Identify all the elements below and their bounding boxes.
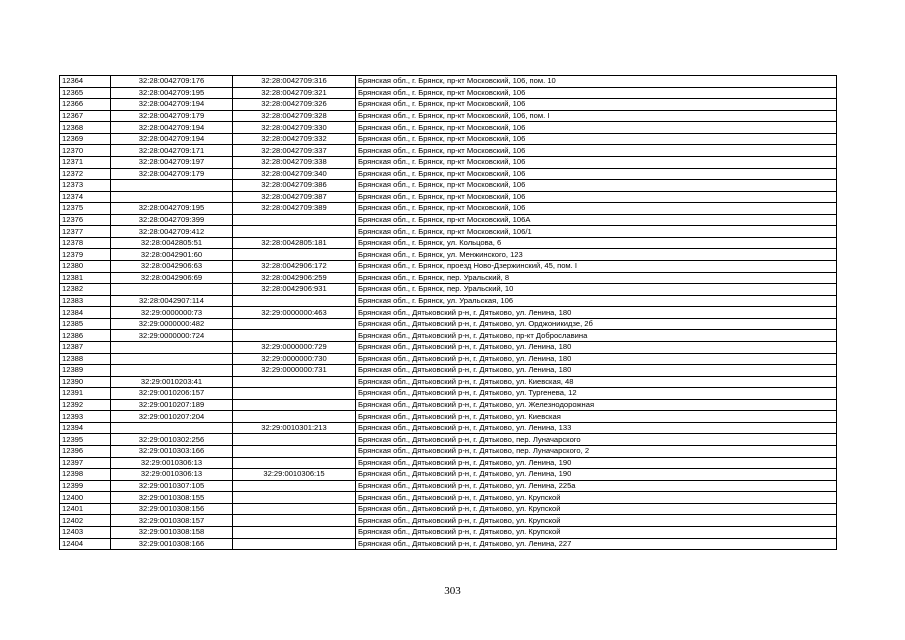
address-cell: Брянская обл., г. Брянск, пр-кт Московский, 106 xyxy=(356,122,837,134)
row-number-cell: 12394 xyxy=(60,422,111,434)
table-row xyxy=(60,99,837,111)
table-row xyxy=(60,237,837,249)
row-number-cell: 12404 xyxy=(60,538,111,550)
table-row xyxy=(60,145,837,157)
row-number-cell: 12366 xyxy=(60,99,111,111)
cadastral-number-cell xyxy=(111,341,233,353)
building-cadastral-number-cell: 32:29:0000000:730 xyxy=(233,353,356,365)
row-number-cell: 12387 xyxy=(60,341,111,353)
cadastral-number-cell: 32:29:0000000:482 xyxy=(111,318,233,330)
address-cell: Брянская обл., г. Брянск, пр-кт Московский, 106 xyxy=(356,156,837,168)
cadastral-number-cell: 32:29:0000000:73 xyxy=(111,307,233,319)
building-cadastral-number-cell: 32:28:0042906:931 xyxy=(233,284,356,296)
building-cadastral-number-cell xyxy=(233,480,356,492)
address-cell: Брянская обл., г. Брянск, пр-кт Московский, 106А xyxy=(356,214,837,226)
address-cell: Брянская обл., Дятьковский р-н, г. Дятьково, ул. Ленина, 190 xyxy=(356,457,837,469)
cadastral-number-cell: 32:28:0042709:412 xyxy=(111,226,233,238)
building-cadastral-number-cell xyxy=(233,318,356,330)
table-row xyxy=(60,156,837,168)
row-number-cell: 12395 xyxy=(60,434,111,446)
cadastral-number-cell: 32:28:0042906:63 xyxy=(111,261,233,273)
cadastral-number-cell: 32:29:0010308:155 xyxy=(111,492,233,504)
row-number-cell: 12385 xyxy=(60,318,111,330)
row-number-cell: 12369 xyxy=(60,133,111,145)
address-cell: Брянская обл., г. Брянск, ул. Уральская, 106 xyxy=(356,295,837,307)
table-row xyxy=(60,318,837,330)
address-cell: Брянская обл., Дятьковский р-н, г. Дятьково, пер. Луначарского xyxy=(356,434,837,446)
building-cadastral-number-cell: 32:28:0042709:330 xyxy=(233,122,356,134)
cadastral-number-cell xyxy=(111,180,233,192)
address-cell: Брянская обл., Дятьковский р-н, г. Дятьково, ул. Ленина, 180 xyxy=(356,341,837,353)
address-cell: Брянская обл., г. Брянск, проезд Ново-Дзержинский, 45, пом. I xyxy=(356,261,837,273)
building-cadastral-number-cell xyxy=(233,492,356,504)
table-row xyxy=(60,399,837,411)
cadastral-number-cell: 32:28:0042709:195 xyxy=(111,87,233,99)
building-cadastral-number-cell: 32:29:0000000:729 xyxy=(233,341,356,353)
cadastral-number-cell xyxy=(111,422,233,434)
row-number-cell: 12365 xyxy=(60,87,111,99)
building-cadastral-number-cell xyxy=(233,538,356,550)
address-cell: Брянская обл., г. Брянск, пр-кт Московский, 106 xyxy=(356,133,837,145)
building-cadastral-number-cell xyxy=(233,295,356,307)
row-number-cell: 12391 xyxy=(60,388,111,400)
building-cadastral-number-cell: 32:29:0010306:15 xyxy=(233,469,356,481)
row-number-cell: 12372 xyxy=(60,168,111,180)
cadastral-number-cell: 32:28:0042901:60 xyxy=(111,249,233,261)
building-cadastral-number-cell xyxy=(233,503,356,515)
table-row xyxy=(60,214,837,226)
cadastral-number-cell: 32:29:0010306:13 xyxy=(111,469,233,481)
address-cell: Брянская обл., Дятьковский р-н, г. Дятьково, ул. Ленина, 180 xyxy=(356,353,837,365)
address-cell: Брянская обл., Дятьковский р-н, г. Дятьково, ул. Крупской xyxy=(356,492,837,504)
address-cell: Брянская обл., Дятьковский р-н, г. Дятьково, ул. Крупской xyxy=(356,503,837,515)
building-cadastral-number-cell: 32:28:0042906:172 xyxy=(233,261,356,273)
cadastral-number-cell: 32:28:0042709:171 xyxy=(111,145,233,157)
cadastral-number-cell: 32:28:0042805:51 xyxy=(111,237,233,249)
address-cell: Брянская обл., Дятьковский р-н, г. Дятьково, ул. Киевская, 48 xyxy=(356,376,837,388)
address-cell: Брянская обл., г. Брянск, пр-кт Московский, 106 xyxy=(356,99,837,111)
cadastral-number-cell: 32:28:0042709:176 xyxy=(111,76,233,88)
address-cell: Брянская обл., Дятьковский р-н, г. Дятьково, ул. Тургенева, 12 xyxy=(356,388,837,400)
row-number-cell: 12370 xyxy=(60,145,111,157)
cadastral-number-cell: 32:29:0010207:204 xyxy=(111,411,233,423)
table-row xyxy=(60,122,837,134)
building-cadastral-number-cell xyxy=(233,434,356,446)
table-row xyxy=(60,133,837,145)
cadastral-number-cell: 32:29:0000000:724 xyxy=(111,330,233,342)
address-cell: Брянская обл., Дятьковский р-н, г. Дятьково, пер. Луначарского, 2 xyxy=(356,446,837,458)
row-number-cell: 12383 xyxy=(60,295,111,307)
address-cell: Брянская обл., Дятьковский р-н, г. Дятьково, ул. Ленина, 133 xyxy=(356,422,837,434)
table-row xyxy=(60,226,837,238)
row-number-cell: 12373 xyxy=(60,180,111,192)
table-row xyxy=(60,388,837,400)
building-cadastral-number-cell xyxy=(233,214,356,226)
row-number-cell: 12377 xyxy=(60,226,111,238)
building-cadastral-number-cell xyxy=(233,226,356,238)
building-cadastral-number-cell xyxy=(233,457,356,469)
registry-table xyxy=(59,75,837,550)
address-cell: Брянская обл., Дятьковский р-н, г. Дятьково, ул. Ленина, 227 xyxy=(356,538,837,550)
row-number-cell: 12388 xyxy=(60,353,111,365)
building-cadastral-number-cell: 32:28:0042805:181 xyxy=(233,237,356,249)
cadastral-number-cell: 32:28:0042709:179 xyxy=(111,110,233,122)
row-number-cell: 12396 xyxy=(60,446,111,458)
building-cadastral-number-cell xyxy=(233,330,356,342)
table-row xyxy=(60,480,837,492)
table-row xyxy=(60,538,837,550)
table-row xyxy=(60,284,837,296)
row-number-cell: 12400 xyxy=(60,492,111,504)
table-row xyxy=(60,180,837,192)
cadastral-number-cell: 32:29:0010308:166 xyxy=(111,538,233,550)
row-number-cell: 12367 xyxy=(60,110,111,122)
cadastral-number-cell: 32:29:0010302:256 xyxy=(111,434,233,446)
address-cell: Брянская обл., г. Брянск, пр-кт Московский, 106 xyxy=(356,203,837,215)
cadastral-number-cell: 32:28:0042709:197 xyxy=(111,156,233,168)
table-row xyxy=(60,76,837,88)
address-cell: Брянская обл., г. Брянск, пр-кт Московский, 106, пом. 10 xyxy=(356,76,837,88)
table-row xyxy=(60,434,837,446)
row-number-cell: 12389 xyxy=(60,365,111,377)
address-cell: Брянская обл., Дятьковский р-н, г. Дятьково, ул. Железнодорожная xyxy=(356,399,837,411)
page-number: 303 xyxy=(444,585,461,597)
cadastral-number-cell: 32:29:0010308:157 xyxy=(111,515,233,527)
address-cell: Брянская обл., г. Брянск, пр-кт Московский, 106, пом. I xyxy=(356,110,837,122)
cadastral-number-cell: 32:29:0010307:105 xyxy=(111,480,233,492)
address-cell: Брянская обл., Дятьковский р-н, г. Дятьково, ул. Киевская xyxy=(356,411,837,423)
row-number-cell: 12393 xyxy=(60,411,111,423)
address-cell: Брянская обл., Дятьковский р-н, г. Дятьково, ул. Крупской xyxy=(356,526,837,538)
building-cadastral-number-cell: 32:28:0042709:387 xyxy=(233,191,356,203)
building-cadastral-number-cell xyxy=(233,376,356,388)
table-row xyxy=(60,203,837,215)
table-row xyxy=(60,307,837,319)
address-cell: Брянская обл., г. Брянск, пр-кт Московский, 106 xyxy=(356,191,837,203)
building-cadastral-number-cell: 32:28:0042709:337 xyxy=(233,145,356,157)
table-row xyxy=(60,446,837,458)
address-cell: Брянская обл., Дятьковский р-н, г. Дятьково, ул. Орджоникидзе, 2б xyxy=(356,318,837,330)
building-cadastral-number-cell: 32:28:0042906:259 xyxy=(233,272,356,284)
table-row xyxy=(60,422,837,434)
address-cell: Брянская обл., г. Брянск, ул. Менжинского, 123 xyxy=(356,249,837,261)
row-number-cell: 12402 xyxy=(60,515,111,527)
table-row xyxy=(60,365,837,377)
row-number-cell: 12398 xyxy=(60,469,111,481)
building-cadastral-number-cell xyxy=(233,515,356,527)
building-cadastral-number-cell: 32:28:0042709:328 xyxy=(233,110,356,122)
cadastral-number-cell xyxy=(111,353,233,365)
address-cell: Брянская обл., Дятьковский р-н, г. Дятьково, ул. Ленина, 225а xyxy=(356,480,837,492)
table-row xyxy=(60,503,837,515)
building-cadastral-number-cell xyxy=(233,388,356,400)
row-number-cell: 12386 xyxy=(60,330,111,342)
row-number-cell: 12403 xyxy=(60,526,111,538)
row-number-cell: 12401 xyxy=(60,503,111,515)
cadastral-number-cell xyxy=(111,191,233,203)
cadastral-number-cell: 32:29:0010203:41 xyxy=(111,376,233,388)
registry-table-body xyxy=(60,76,837,550)
address-cell: Брянская обл., Дятьковский р-н, г. Дятьково, ул. Ленина, 190 xyxy=(356,469,837,481)
address-cell: Брянская обл., г. Брянск, пр-кт Московский, 106 xyxy=(356,180,837,192)
address-cell: Брянская обл., Дятьковский р-н, г. Дятьково, ул. Ленина, 180 xyxy=(356,365,837,377)
table-row xyxy=(60,376,837,388)
cadastral-number-cell: 32:28:0042709:399 xyxy=(111,214,233,226)
row-number-cell: 12390 xyxy=(60,376,111,388)
building-cadastral-number-cell: 32:28:0042709:340 xyxy=(233,168,356,180)
cadastral-number-cell: 32:28:0042709:194 xyxy=(111,133,233,145)
table-row xyxy=(60,261,837,273)
row-number-cell: 12384 xyxy=(60,307,111,319)
row-number-cell: 12364 xyxy=(60,76,111,88)
row-number-cell: 12380 xyxy=(60,261,111,273)
row-number-cell: 12371 xyxy=(60,156,111,168)
table-row xyxy=(60,457,837,469)
cadastral-number-cell: 32:29:0010308:156 xyxy=(111,503,233,515)
address-cell: Брянская обл., г. Брянск, ул. Кольцова, 6 xyxy=(356,237,837,249)
address-cell: Брянская обл., г. Брянск, пр-кт Московский, 106 xyxy=(356,145,837,157)
cadastral-number-cell xyxy=(111,365,233,377)
row-number-cell: 12376 xyxy=(60,214,111,226)
address-cell: Брянская обл., г. Брянск, пр-кт Московский, 106 xyxy=(356,168,837,180)
address-cell: Брянская обл., г. Брянск, пр-кт Московский, 106/1 xyxy=(356,226,837,238)
row-number-cell: 12397 xyxy=(60,457,111,469)
table-row xyxy=(60,295,837,307)
address-cell: Брянская обл., Дятьковский р-н, г. Дятьково, ул. Ленина, 180 xyxy=(356,307,837,319)
address-cell: Брянская обл., г. Брянск, пр-кт Московский, 106 xyxy=(356,87,837,99)
table-row xyxy=(60,249,837,261)
address-cell: Брянская обл., г. Брянск, пер. Уральский, 10 xyxy=(356,284,837,296)
row-number-cell: 12379 xyxy=(60,249,111,261)
table-row xyxy=(60,492,837,504)
table-row xyxy=(60,411,837,423)
building-cadastral-number-cell xyxy=(233,446,356,458)
table-row xyxy=(60,469,837,481)
table-row xyxy=(60,272,837,284)
cadastral-number-cell: 32:28:0042709:194 xyxy=(111,99,233,111)
building-cadastral-number-cell: 32:28:0042709:386 xyxy=(233,180,356,192)
row-number-cell: 12392 xyxy=(60,399,111,411)
building-cadastral-number-cell: 32:29:0000000:731 xyxy=(233,365,356,377)
row-number-cell: 12382 xyxy=(60,284,111,296)
building-cadastral-number-cell: 32:28:0042709:389 xyxy=(233,203,356,215)
table-row xyxy=(60,526,837,538)
table-row xyxy=(60,87,837,99)
table-row xyxy=(60,341,837,353)
cadastral-number-cell: 32:29:0010207:189 xyxy=(111,399,233,411)
building-cadastral-number-cell: 32:28:0042709:332 xyxy=(233,133,356,145)
table-row xyxy=(60,191,837,203)
building-cadastral-number-cell: 32:28:0042709:338 xyxy=(233,156,356,168)
table-row xyxy=(60,330,837,342)
cadastral-number-cell: 32:28:0042907:114 xyxy=(111,295,233,307)
cadastral-number-cell: 32:29:0010206:157 xyxy=(111,388,233,400)
building-cadastral-number-cell: 32:28:0042709:326 xyxy=(233,99,356,111)
building-cadastral-number-cell xyxy=(233,399,356,411)
building-cadastral-number-cell: 32:29:0010301:213 xyxy=(233,422,356,434)
cadastral-number-cell xyxy=(111,284,233,296)
row-number-cell: 12381 xyxy=(60,272,111,284)
building-cadastral-number-cell: 32:28:0042709:321 xyxy=(233,87,356,99)
table-row xyxy=(60,515,837,527)
building-cadastral-number-cell xyxy=(233,249,356,261)
building-cadastral-number-cell: 32:28:0042709:316 xyxy=(233,76,356,88)
cadastral-number-cell: 32:29:0010308:158 xyxy=(111,526,233,538)
row-number-cell: 12399 xyxy=(60,480,111,492)
cadastral-number-cell: 32:29:0010306:13 xyxy=(111,457,233,469)
address-cell: Брянская обл., Дятьковский р-н, г. Дятьково, ул. Крупской xyxy=(356,515,837,527)
table-row xyxy=(60,168,837,180)
row-number-cell: 12375 xyxy=(60,203,111,215)
row-number-cell: 12378 xyxy=(60,237,111,249)
cadastral-number-cell: 32:28:0042709:194 xyxy=(111,122,233,134)
cadastral-number-cell: 32:28:0042906:69 xyxy=(111,272,233,284)
cadastral-number-cell: 32:28:0042709:179 xyxy=(111,168,233,180)
building-cadastral-number-cell: 32:29:0000000:463 xyxy=(233,307,356,319)
building-cadastral-number-cell xyxy=(233,526,356,538)
building-cadastral-number-cell xyxy=(233,411,356,423)
row-number-cell: 12374 xyxy=(60,191,111,203)
address-cell: Брянская обл., Дятьковский р-н, г. Дятьково, пр-кт Доброславина xyxy=(356,330,837,342)
row-number-cell: 12368 xyxy=(60,122,111,134)
table-row xyxy=(60,110,837,122)
address-cell: Брянская обл., г. Брянск, пер. Уральский, 8 xyxy=(356,272,837,284)
cadastral-number-cell: 32:28:0042709:195 xyxy=(111,203,233,215)
table-row xyxy=(60,353,837,365)
cadastral-number-cell: 32:29:0010303:166 xyxy=(111,446,233,458)
